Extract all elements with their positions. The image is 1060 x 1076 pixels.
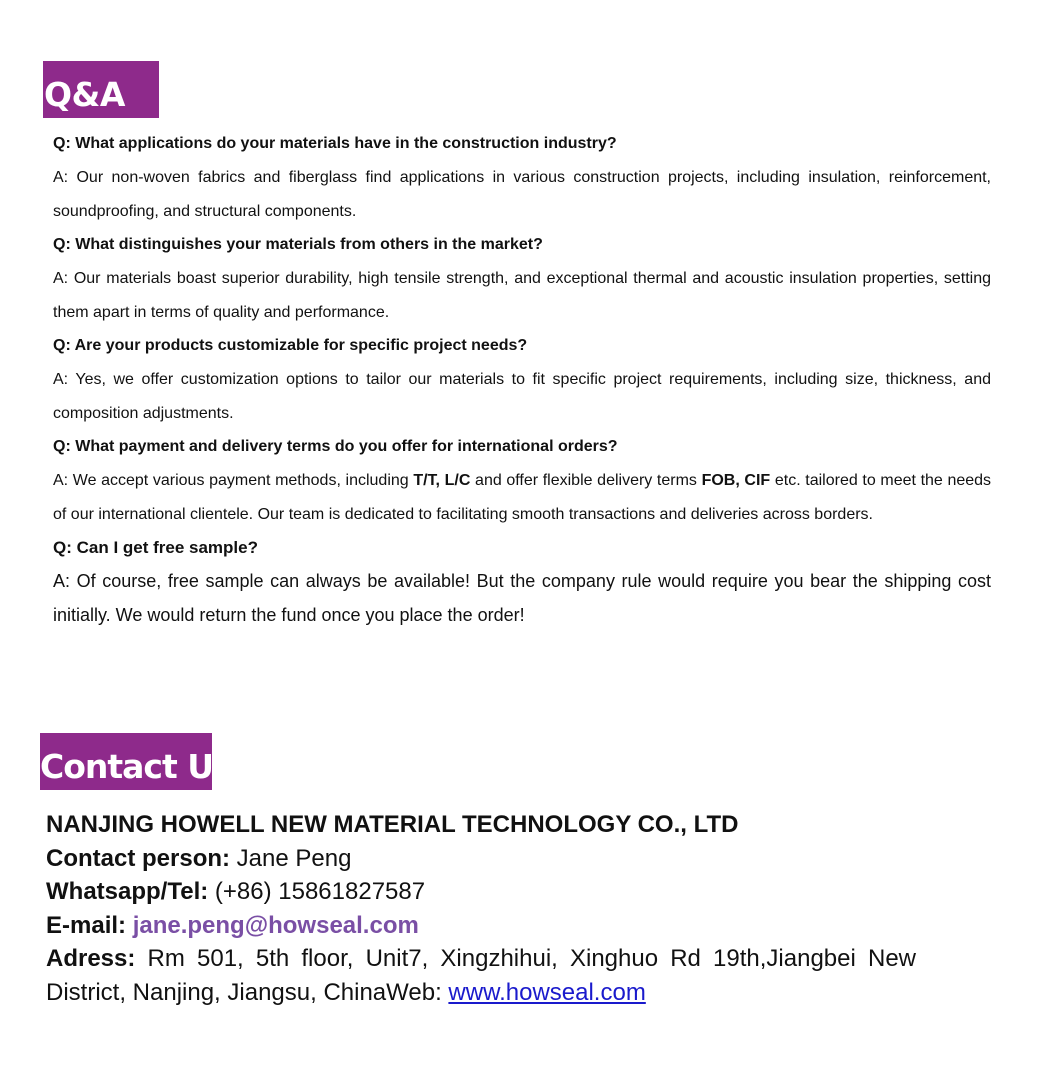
qa-section-title: Q&A — [43, 61, 159, 118]
contact-section-title: Contact Us — [40, 733, 212, 790]
delivery-terms: FOB, CIF — [701, 472, 771, 489]
payment-terms: T/T, L/C — [413, 472, 471, 489]
qa-list — [53, 127, 991, 632]
question-1: Q: What applications do your materials have in the construction industry? — [53, 135, 617, 152]
answer-1: A: Our non-woven fabrics and fiberglass find applications in various construction projects, including insulation, reinforcement, soundproofing, and structural components. — [53, 169, 991, 220]
address: Rm 501, 5th floor, Unit7, Xingzhihui, Xinghuo Rd 19th,Jiangbei New District, Nanjing, Jiangsu, China — [46, 945, 916, 1006]
answer-3: A: Yes, we offer customization options to tailor our materials to fit specific project requirements, including size, thickness, and composition adjustments. — [53, 371, 991, 422]
company-name: NANJING HOWELL NEW MATERIAL TECHNOLOGY CO., LTD — [46, 811, 739, 838]
answer-2: A: Our materials boast superior durability, high tensile strength, and exceptional thermal and acoustic insulation properties, setting them apart in terms of quality and performance. — [53, 270, 991, 321]
question-2: Q: What distinguishes your materials from others in the market? — [53, 236, 543, 253]
question-3: Q: Are your products customizable for specific project needs? — [53, 337, 528, 354]
contact-person-line: Contact person: Jane Peng — [46, 844, 352, 872]
contact-details — [46, 808, 916, 1009]
question-5: Q: Can I get free sample? — [53, 538, 258, 557]
phone-line: Whatsapp/Tel: (+86) 15861827587 — [46, 878, 426, 905]
answer-5: A: Of course, free sample can always be available! But the company rule would require you bear the shipping cost initially. We would return the fund once you place the order! — [53, 571, 991, 625]
email-link[interactable]: jane.peng@howseal.com — [132, 911, 419, 939]
website-link[interactable]: www.howseal.com — [448, 978, 646, 1006]
answer-4: A: We accept various payment methods, including T/T, L/C and offer flexible delivery terms FOB, CIF etc. tailored to meet the needs of our international clientele. Our team is dedicated to facilitating smooth transactions and deliveries across borders. — [53, 472, 992, 523]
contact-person: Jane Peng — [230, 844, 352, 872]
email-line: E-mail: jane.peng@howseal.com — [46, 911, 419, 939]
address-line: Adress: Rm 501, 5th floor, Unit7, Xingzhihui, Xinghuo Rd 19th,Jiangbei New District, Nanjing, Jiangsu, ChinaWeb: www.howseal.com — [46, 945, 916, 1006]
question-4: Q: What payment and delivery terms do you offer for international orders? — [53, 438, 618, 455]
phone-number: (+86) 15861827587 — [208, 878, 426, 905]
